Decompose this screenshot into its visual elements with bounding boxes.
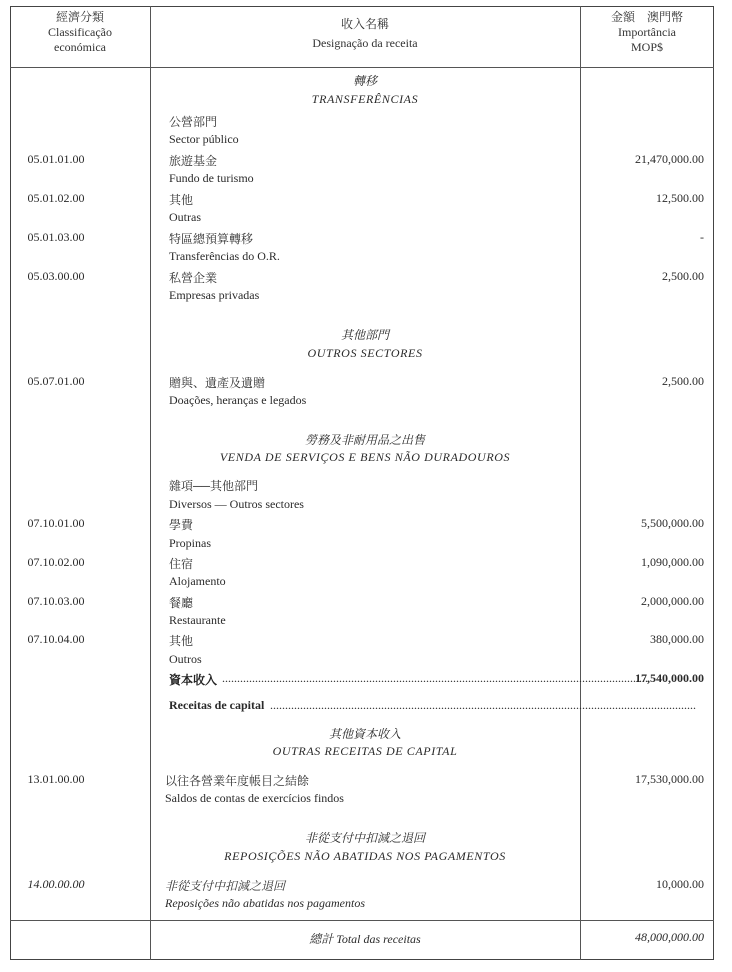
row-code: 14.00.00.00: [27, 877, 85, 891]
total-label: 總計 Total das receitas: [309, 932, 421, 946]
row-code: 07.10.03.00: [27, 594, 85, 608]
header-designation-zh: 收入名稱: [340, 17, 389, 31]
table-frame: [10, 6, 714, 960]
row-amount: 2,000,000.00: [641, 594, 704, 608]
row-code: 05.03.00.00: [27, 269, 85, 283]
row-zh: 非從支付中扣減之退回: [165, 879, 286, 893]
row-pt: Outros: [169, 652, 202, 666]
capital-receipts-zh: 資本收入: [169, 673, 218, 687]
section-services-zh: 勞務及非耐用品之出售: [304, 433, 425, 447]
total-divider: [10, 920, 714, 921]
row-zh: 其他: [169, 634, 194, 648]
row-zh: 餐廳: [169, 596, 194, 610]
subsection-public-zh: 公營部門: [169, 115, 218, 129]
row-amount: 10,000.00: [656, 877, 704, 891]
row-code: 05.01.03.00: [27, 230, 85, 244]
row-amount: 17,530,000.00: [635, 772, 704, 786]
section-other-sectors-zh: 其他部門: [340, 328, 389, 342]
section-transfer-pt: TRANSFERÊNCIAS: [311, 92, 419, 106]
header-designation-pt: Designação da receita: [312, 36, 418, 50]
row-code: 05.07.01.00: [27, 374, 85, 388]
row-amount: -: [700, 230, 704, 244]
row-zh: 特區總預算轉移: [169, 232, 254, 246]
row-code: 07.10.02.00: [27, 555, 85, 569]
section-repos-pt: REPOSIÇÕES NÃO ABATIDAS NOS PAGAMENTOS: [224, 849, 506, 863]
row-pt: Reposições não abatidas nos pagamentos: [165, 896, 365, 910]
row-zh: 住宿: [169, 557, 194, 571]
header-classification: [10, 10, 150, 55]
subsection-misc-zh: 雜項──其他部門: [169, 479, 259, 493]
header-designation: [150, 17, 580, 51]
row-amount: 5,500,000.00: [641, 516, 704, 530]
row-pt: Propinas: [169, 536, 211, 550]
row-zh: 其他: [169, 193, 194, 207]
row-zh: 以往各營業年度帳目之結餘: [165, 774, 310, 788]
leader-dots-zh: ..............................................................................................................................................: [222, 671, 648, 685]
header-classification-zh: 經濟分類: [55, 10, 104, 24]
row-pt: Saldos de contas de exercícios findos: [165, 791, 344, 805]
total-amount: 48,000,000.00: [635, 930, 704, 944]
leader-dots-pt: ..............................................................................................................................................: [270, 698, 696, 712]
row-amount: 380,000.00: [650, 632, 704, 646]
row-pt: Fundo de turismo: [169, 171, 254, 185]
header-classification-pt2: económica: [54, 40, 106, 54]
section-other-sectors-pt: OUTROS SECTORES: [307, 346, 423, 360]
header-amount-pt1: Importância: [618, 25, 676, 39]
section-other-capital-pt: OUTRAS RECEITAS DE CAPITAL: [272, 744, 458, 758]
section-other-capital-zh: 其他資本收入: [328, 727, 401, 741]
section-repos-zh: 非從支付中扣減之退回: [304, 831, 425, 845]
row-code: 05.01.02.00: [27, 191, 85, 205]
header-amount-pt2: MOP$: [630, 40, 663, 54]
section-transfer-zh: 轉移: [352, 74, 377, 88]
row-pt: Transferências do O.R.: [169, 249, 280, 263]
row-amount: 2,500.00: [662, 374, 704, 388]
row-code: 13.01.00.00: [27, 772, 85, 786]
capital-receipts-amount: 17,540,000.00: [635, 671, 704, 685]
row-code: 07.10.01.00: [27, 516, 85, 530]
subsection-public-pt: Sector público: [169, 132, 239, 146]
capital-receipts-pt: Receitas de capital: [169, 698, 265, 712]
row-amount: 2,500.00: [662, 269, 704, 283]
row-pt: Restaurante: [169, 613, 226, 627]
row-code: 05.01.01.00: [27, 152, 85, 166]
row-amount: 1,090,000.00: [641, 555, 704, 569]
subsection-misc-pt: Diversos — Outros sectores: [169, 497, 304, 511]
row-zh: 旅遊基金: [169, 154, 218, 168]
row-zh: 私營企業: [169, 271, 218, 285]
row-pt: Doações, heranças e legados: [169, 393, 307, 407]
row-zh: 學費: [169, 518, 194, 532]
row-amount: 21,470,000.00: [635, 152, 704, 166]
row-code: 07.10.04.00: [27, 632, 85, 646]
section-services-pt: VENDA DE SERVIÇOS E BENS NÃO DURADOUROS: [219, 450, 511, 464]
header-amount: [580, 10, 714, 55]
row-amount: 12,500.00: [656, 191, 704, 205]
row-zh: 贈與、遺產及遺贈: [169, 376, 266, 390]
row-pt: Empresas privadas: [169, 288, 260, 302]
row-pt: Outras: [169, 210, 201, 224]
column-divider-1: [150, 6, 151, 960]
header-classification-pt1: Classificação: [48, 25, 112, 39]
row-pt: Alojamento: [169, 574, 226, 588]
header-amount-zh: 金額 澳門幣: [610, 10, 683, 24]
column-divider-2: [580, 6, 581, 960]
header-divider: [10, 67, 714, 68]
